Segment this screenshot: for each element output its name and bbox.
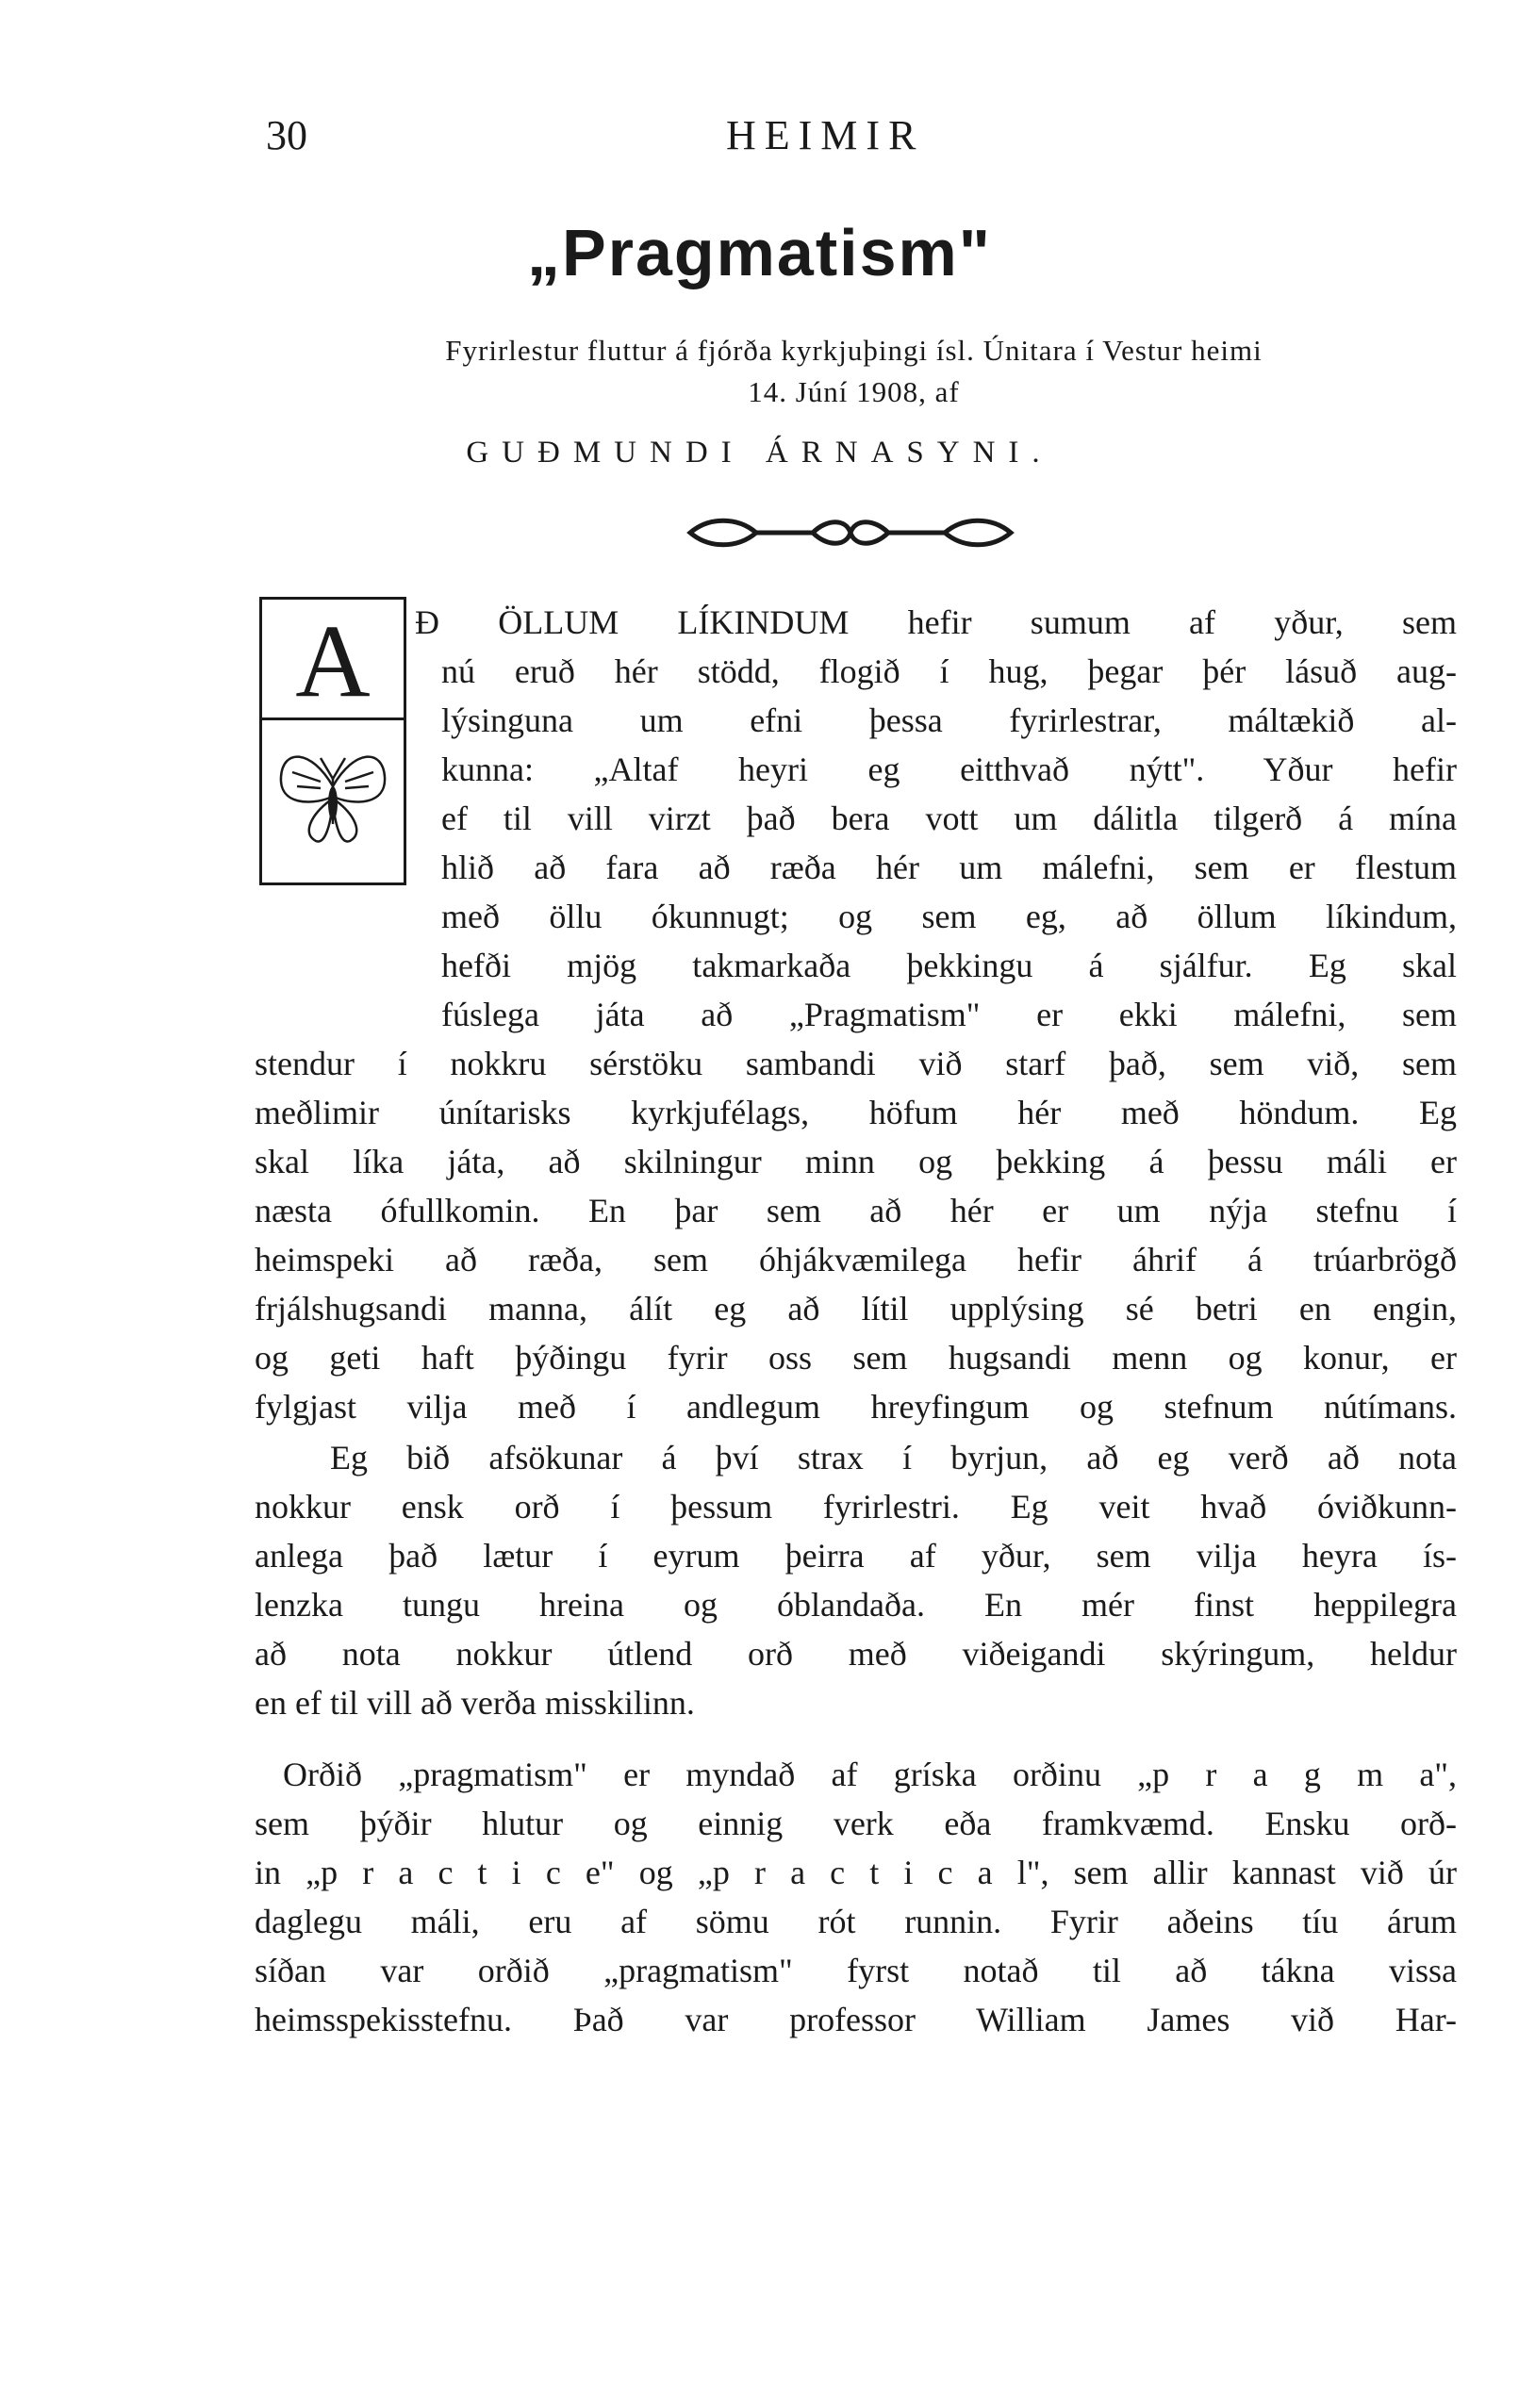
drop-cap-frame	[259, 597, 406, 885]
body-line: lýsinguna um efni þessa fyrirlestrar, máltækið al-	[441, 701, 1457, 739]
body-line: frjálshugsandi manna, álít eg að lítil upplýsing sé betri en engin,	[255, 1290, 1457, 1328]
body-line: lenzka tungu hreina og óblandaða. En mér finst heppilegra	[255, 1586, 1457, 1624]
body-line: heimspeki að ræða, sem óhjákvæmilega hefir áhrif á trúarbrögð	[255, 1241, 1457, 1278]
body-line: skal líka játa, að skilningur minn og þekking á þessu máli er	[255, 1143, 1457, 1180]
subtitle-line: Fyrirlestur fluttur á fjórða kyrkjuþingi ísl. Únitara í Vestur heimi	[445, 334, 1263, 367]
body-line: heimsspekisstefnu. Það var professor William James við Har-	[255, 2001, 1457, 2038]
article-subtitle	[283, 330, 1425, 413]
body-line: Eg bið afsökunar á því strax í byrjun, að eg verð að nota	[330, 1439, 1457, 1476]
body-line: hefði mjög takmarkaða þekkingu á sjálfur. Eg skal	[441, 947, 1457, 984]
body-line: en ef til vill að verða misskilinn.	[255, 1684, 695, 1722]
body-line: Orðið „pragmatism" er myndað af gríska orðinu „p r a g m a",	[283, 1756, 1457, 1793]
body-line: síðan var orðið „pragmatism" fyrst notað til að tákna vissa	[255, 1952, 1457, 1989]
body-line: að nota nokkur útlend orð með viðeigandi skýringum, heldur	[255, 1635, 1457, 1673]
article-author: GUÐMUNDI ÁRNASYNI.	[466, 436, 1053, 470]
body-line: nokkur ensk orð í þessum fyrirlestri. Eg veit hvað óviðkunn-	[255, 1488, 1457, 1526]
body-line: kunna: „Altaf heyri eg eitthvað nýtt". Yður hefir	[441, 750, 1457, 788]
body-line: in „p r a c t i c e" og „p r a c t i c a l", sem allir kannast við úr	[255, 1854, 1457, 1891]
running-title: HEIMIR	[726, 112, 925, 158]
page-number: 30	[266, 112, 307, 158]
body-line: nú eruð hér stödd, flogið í hug, þegar þér lásuð aug-	[441, 652, 1457, 690]
body-line: daglegu máli, eru af sömu rót runnin. Fyrir aðeins tíu árum	[255, 1903, 1457, 1940]
body-line: stendur í nokkru sérstöku sambandi við starf það, sem við, sem	[255, 1045, 1457, 1082]
body-line: meðlimir únítarisks kyrkjufélags, höfum hér með höndum. Eg	[255, 1094, 1457, 1131]
body-line: Ð ÖLLUM LÍKINDUM hefir sumum af yður, sem	[415, 603, 1457, 641]
body-line: sem þýðir hlutur og einnig verk eða framkvæmd. Ensku orð-	[255, 1805, 1457, 1842]
article-title: „Pragmatism"	[527, 216, 992, 289]
ornament-divider	[681, 509, 1020, 556]
body-line: hlið að fara að ræða hér um málefni, sem er flestum	[441, 849, 1457, 886]
body-line: anlega það lætur í eyrum þeirra af yður, sem vilja heyra ís-	[255, 1537, 1457, 1575]
body-line: næsta ófullkomin. En þar sem að hér er um nýja stefnu í	[255, 1192, 1457, 1229]
subtitle-line: 14. Júní 1908, af	[748, 375, 960, 408]
drop-cap-letter: A	[262, 600, 404, 720]
body-line: og geti haft þýðingu fyrir oss sem hugsandi menn og konur, er	[255, 1339, 1457, 1377]
butterfly-icon	[273, 730, 392, 862]
body-line: fylgjast vilja með í andlegum hreyfingum og stefnum nútímans.	[255, 1388, 1457, 1426]
body-line: með öllu ókunnugt; og sem eg, að öllum líkindum,	[441, 898, 1457, 935]
body-line: fúslega játa að „Pragmatism" er ekki málefni, sem	[441, 996, 1457, 1033]
body-line: ef til vill virzt það bera vott um dálitla tilgerð á mína	[441, 800, 1457, 837]
